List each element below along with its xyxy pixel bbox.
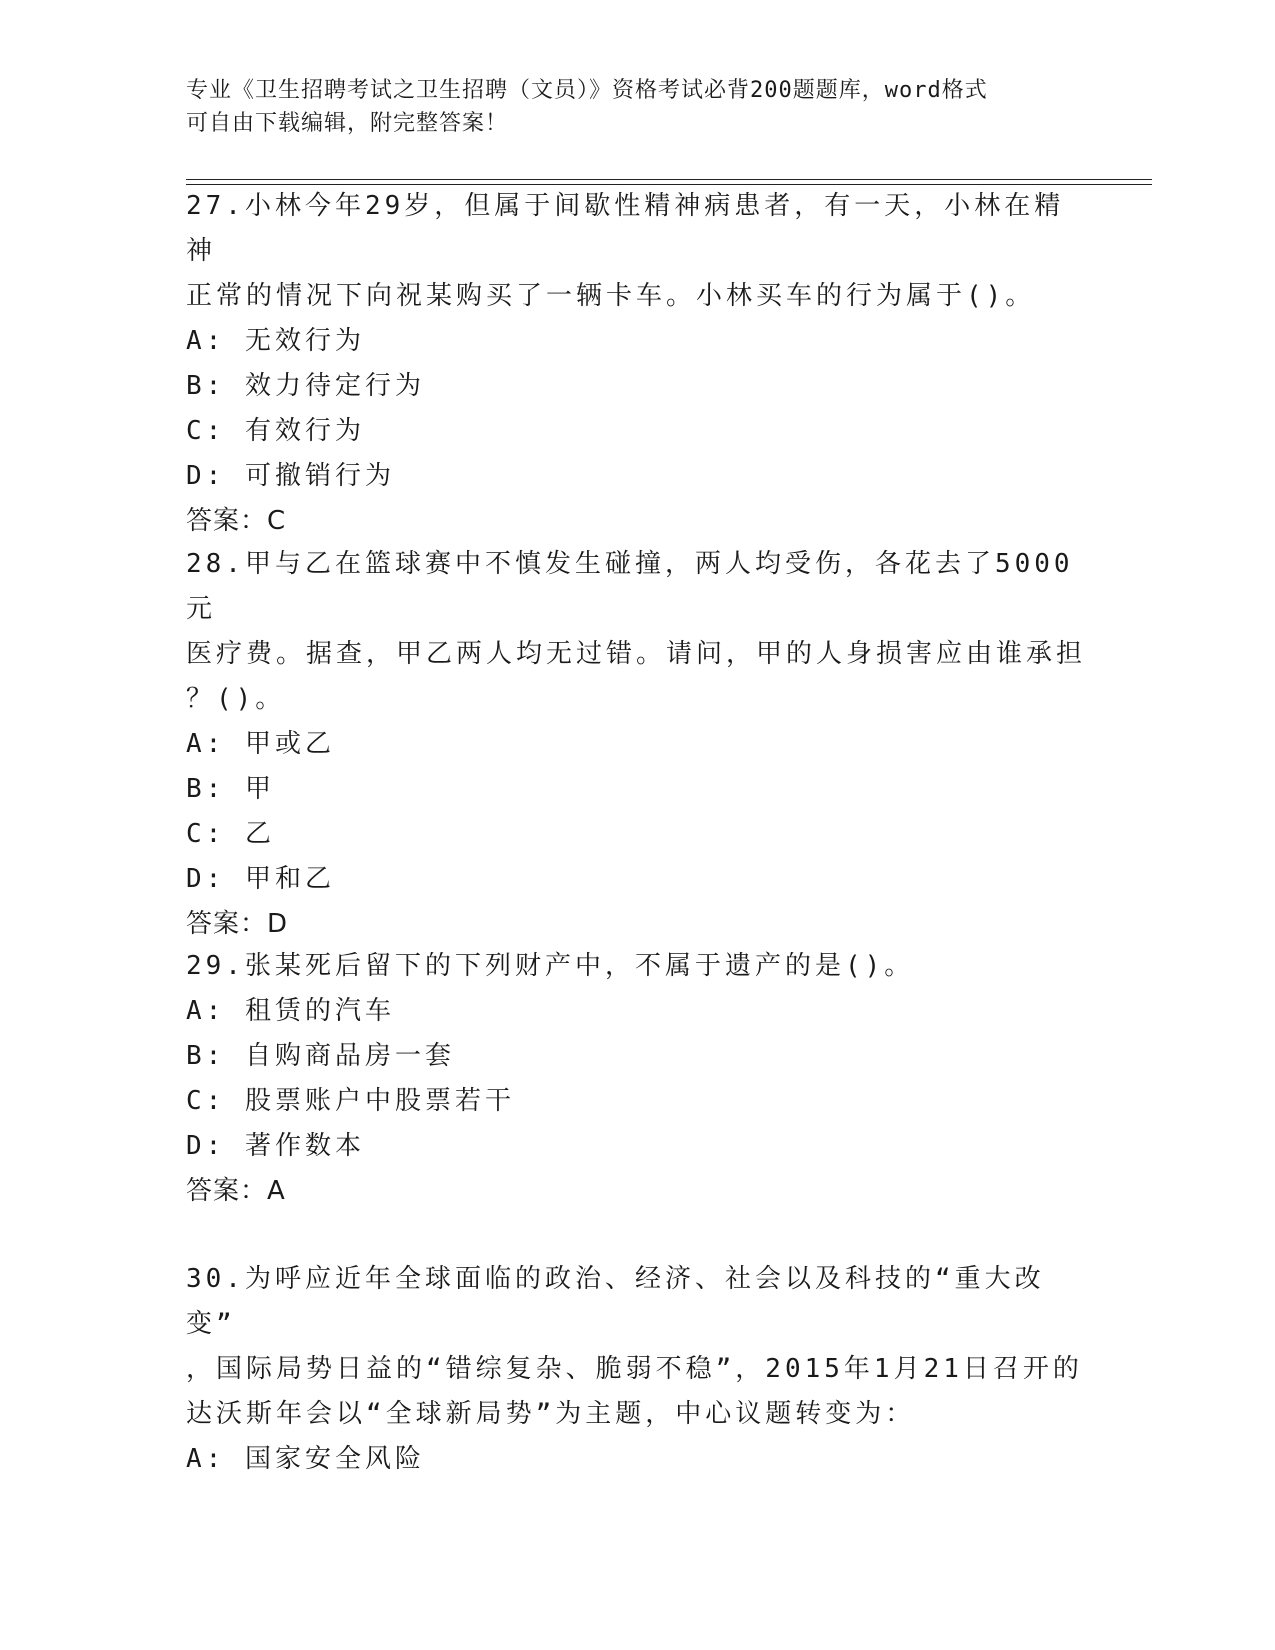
option-c: C: 股票账户中股票若干 bbox=[186, 1086, 515, 1116]
option-c: C: 乙 bbox=[186, 819, 275, 849]
option-d: D: 可撤销行为 bbox=[186, 461, 395, 491]
question-text-line: ，国际局势日益的“错综复杂、脆弱不稳”，2015年1月21日召开的 bbox=[186, 1354, 1083, 1384]
option-a: A: 甲或乙 bbox=[186, 729, 335, 759]
answer: 答案：C bbox=[186, 506, 287, 536]
question-text-line: 正常的情况下向祝某购买了一辆卡车。小林买车的行为属于()。 bbox=[186, 281, 1036, 311]
header-divider-top bbox=[186, 179, 1152, 180]
question-text-line: 30.为呼应近年全球面临的政治、经济、社会以及科技的“重大改变” bbox=[186, 1264, 1045, 1339]
option-a: A: 租赁的汽车 bbox=[186, 996, 395, 1026]
question-28 bbox=[186, 542, 1086, 947]
option-a: A: 无效行为 bbox=[186, 326, 365, 356]
header-line-2: 可自由下载编辑，附完整答案！ bbox=[186, 111, 509, 136]
document-header bbox=[186, 74, 1086, 140]
question-text-line: 医疗费。据查，甲乙两人均无过错。请问，甲的人身损害应由谁承担 bbox=[186, 639, 1087, 669]
option-b: B: 自购商品房一套 bbox=[186, 1041, 455, 1071]
question-text-line: 达沃斯年会以“全球新局势”为主题，中心议题转变为： bbox=[186, 1399, 916, 1429]
answer: 答案：A bbox=[186, 1176, 286, 1206]
option-b: B: 效力待定行为 bbox=[186, 371, 425, 401]
question-text-line: 29.张某死后留下的下列财产中，不属于遗产的是()。 bbox=[186, 951, 915, 981]
answer: 答案：D bbox=[186, 909, 289, 939]
question-30 bbox=[186, 1257, 1086, 1482]
option-d: D: 甲和乙 bbox=[186, 864, 335, 894]
option-c: C: 有效行为 bbox=[186, 416, 365, 446]
header-line-1: 专业《卫生招聘考试之卫生招聘（文员）》资格考试必背200题题库，word格式 bbox=[186, 78, 988, 103]
question-27 bbox=[186, 184, 1086, 544]
question-29 bbox=[186, 944, 1086, 1214]
question-text-line: ？()。 bbox=[186, 684, 286, 714]
option-a: A: 国家安全风险 bbox=[186, 1444, 425, 1474]
option-b: B: 甲 bbox=[186, 774, 275, 804]
option-d: D: 著作数本 bbox=[186, 1131, 365, 1161]
question-text-line: 27.小林今年29岁，但属于间歇性精神病患者，有一天，小林在精神 bbox=[186, 191, 1065, 266]
question-text-line: 28.甲与乙在篮球赛中不慎发生碰撞，两人均受伤，各花去了5000元 bbox=[186, 549, 1074, 624]
